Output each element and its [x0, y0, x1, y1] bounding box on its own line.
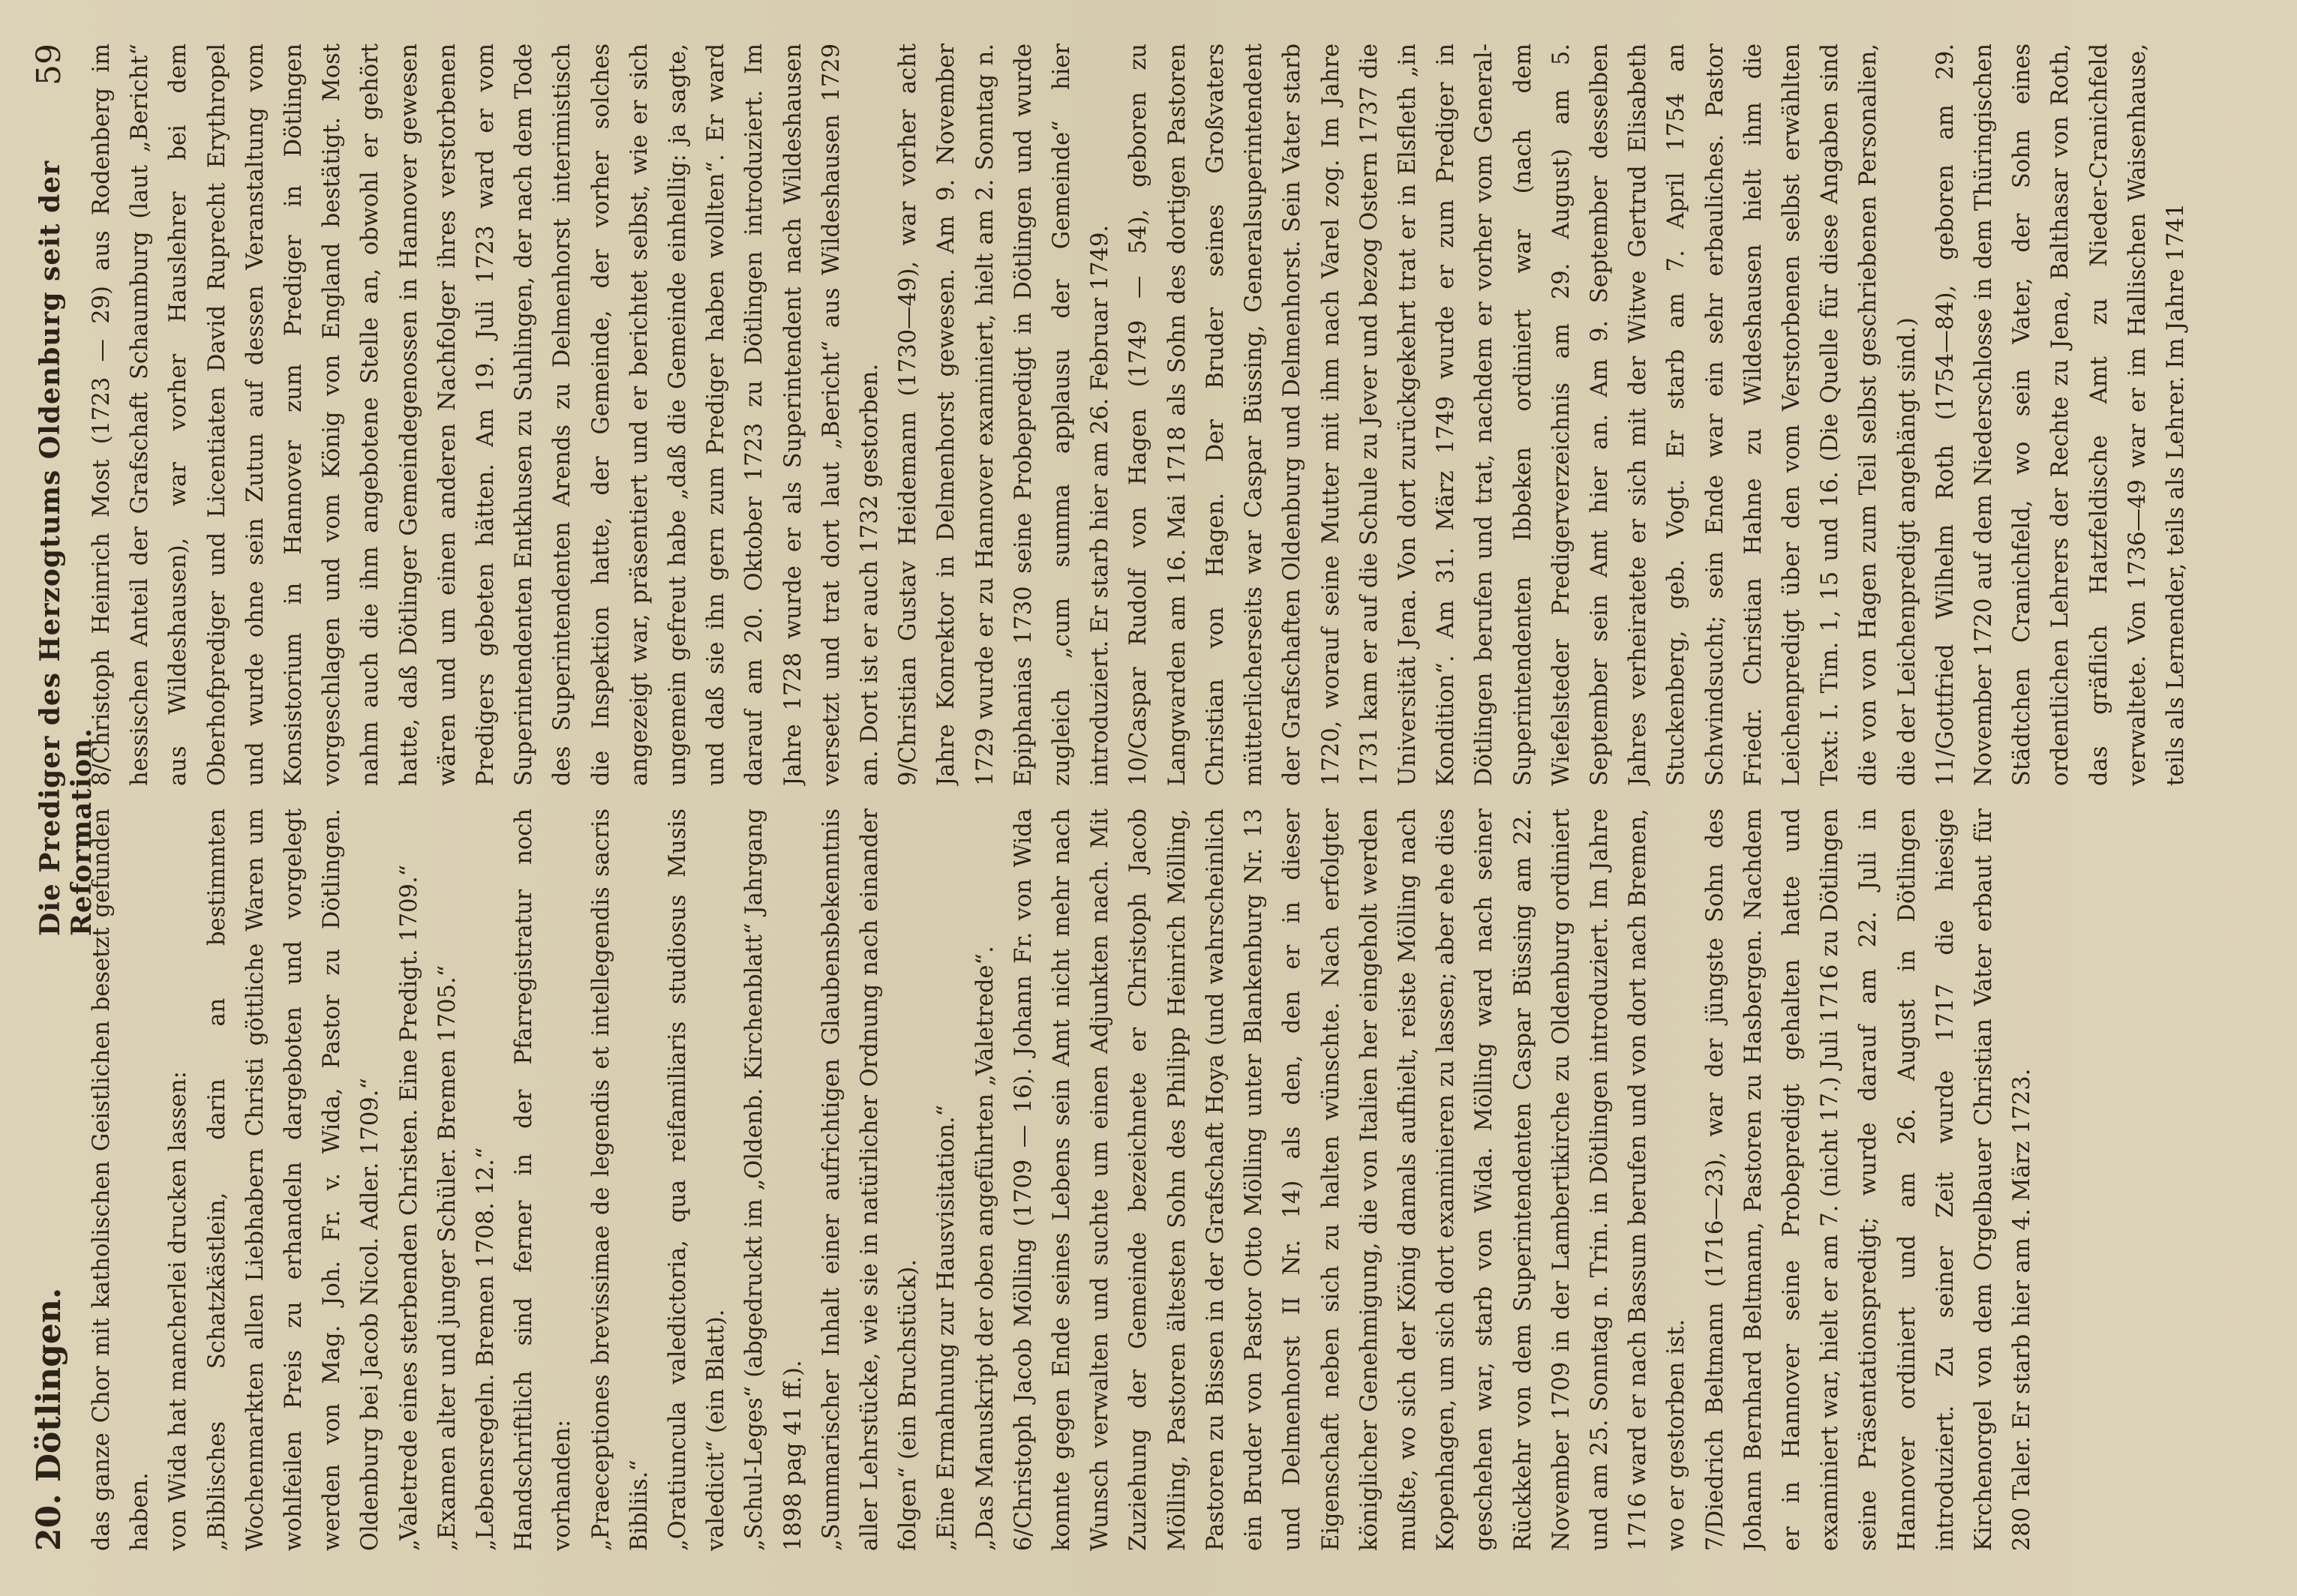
paragraph: „Praeceptiones brevissimae de legendis et intellegendis sacris Bibliis.“ — [587, 808, 653, 1551]
paragraph: „Lebensregeln. Bremen 1708. 12.“ — [473, 1147, 500, 1551]
paragraph: „Valetrede eines sterbenden Christen. Eine Predigt. 1709.“ — [395, 864, 422, 1551]
paragraph: „Biblisches Schatzkästlein, darin an bestimmten Wochenmarkten allen Liebhabern Christi göttliche Waren um wohlfeilen Preis zu erhandeln dargeboten und vorgelegt werden von Mag. Joh. Fr. v. Wida, Pastor zu Dötlingen. Oldenburg bei Jacob Nicol. Adler. 1709.“ — [203, 808, 384, 1551]
running-header — [23, 44, 98, 1551]
paragraph: „Examen alter und junger Schüler. Bremen 1705.“ — [434, 964, 461, 1551]
running-title: Die Prediger des Herzogtums Oldenburg seit der Reformation. — [35, 160, 98, 936]
paragraph: das ganze Chor mit katholischen Geistlichen besetzt gefunden haben. — [89, 808, 154, 1551]
paragraph: „Summarischer Inhalt einer aufrichtigen Glaubensbekenntnis aller Lehrstücke, wie sie in natürlicher Ordnung nach einander folgen“ (ein Bruchstück). — [818, 808, 922, 1551]
section-heading: 20. Dötlingen. — [30, 1287, 68, 1551]
paragraph: Handschriftlich sind ferner in der Pfarregistratur noch vorhanden: — [511, 808, 576, 1551]
paragraph: 7/Diedrich Beltmann (1716—23), war der jüngste Sohn des Johann Bernhard Beltmann, Pastoren zu Hasbergen. Nachdem er in Hannover seine Probepredigt gehalten hatte und examiniert war, hielt er am 7. (nicht 17.) Juli 1716 zu Dötlingen seine Präsentationspredigt; wurde darauf am 22. Juli in Hannover ordiniert und am 26. August in Dötlingen introduziert. Zu seiner Zeit wurde 1717 die hiesige Kirchenorgel von dem Orgelbauer Christian Vater erbaut für 280 Taler. Er starb hier am 4. März 1723. — [1701, 808, 2036, 1551]
paragraph: „Oratiuncula valedictoria, qua reifamiliaris studiosus Musis valedicit“ (ein Blatt). — [665, 808, 730, 1551]
paragraph: „Das Manuskript der oben angeführten „Valetrede“. — [971, 946, 998, 1551]
text-column-right — [83, 44, 2280, 786]
text-column-left — [83, 808, 2280, 1551]
paragraph: 9/Christian Gustav Heidemann (1730—49), war vorher acht Jahre Konrektor in Delmenhorst gewesen. Am 9. November 1729 wurde er zu Hannover examiniert, hielt am 2. Sonntag n. Epiphanias 1730 seine Probepredigt in Dötlingen und wurde zugleich „cum summa applausu der Gemeinde“ hier introduziert. Er starb hier am 26. Februar 1749. — [895, 44, 1114, 786]
paragraph: „Schul-Leges“ (abgedruckt im „Oldenb. Kirchenblatt“ Jahrgang 1898 pag 41 ff.). — [741, 808, 806, 1551]
page-number: 59 — [30, 44, 68, 86]
paragraph: 10/Caspar Rudolf von Hagen (1749 — 54), geboren zu Langwarden am 16. Mai 1718 als Sohn des dortigen Pastoren Christian von Hagen. Der Bruder seines Großvaters mütterlicherseits war Caspar Büssing, Generalsuperintendent der Grafschaften Oldenburg und Delmenhorst. Sein Vater starb 1720, worauf seine Mutter mit ihm nach Varel zog. Im Jahre 1731 kam er auf die Schule zu Jever und bezog Ostern 1737 die Universität Jena. Von dort zurückgekehrt trat er in Elsfleth „in Kondition“. Am 31. März 1749 wurde er zum Prediger in Dötlingen berufen und trat, nachdem er vorher vom General-Superintendenten Ibbeken ordiniert war (nach dem Wiefelsteder Predigerverzeichnis am 29. August) am 5. September sein Amt hier an. Am 9. September desselben Jahres verheiratete er sich mit der Witwe Gertrud Elisabeth Stuckenberg, geb. Vogt. Er starb am 7. April 1754 an Schwindsucht; sein Ende war ein sehr erbauliches. Pastor Friedr. Christian Hahne zu Wildeshausen hielt ihm die Leichenpredigt über den vom Verstorbenen selbst erwählten Text: I. Tim. 1, 15 und 16. (Die Quelle für diese Angaben sind die von von Hagen zum Teil selbst geschriebenen Personalien, die der Leichenpredigt angehängt sind.) — [1125, 44, 1920, 786]
paragraph: 11/Gottfried Wilhelm Roth (1754—84), geboren am 29. November 1720 auf dem Niederschlosse in dem Thüringischen Städtchen Cranichfeld, wo sein Vater, der Sohn eines ordentlichen Lehrers der Rechte zu Jena, Balthasar von Roth, das gräflich Hatzfeldische Amt zu Nieder-Cranichfeld verwaltete. Von 1736—49 war er im Hallischen Waisenhause, teils als Lernender, teils als Lehrer. Im Jahre 1741 — [1932, 44, 2189, 786]
paragraph: 6/Christoph Jacob Mölling (1709 — 16). Johann Fr. von Wida konnte gegen Ende seines Lebens sein Amt nicht mehr nach Wunsch verwalten und suchte um einen Adjunkten nach. Mit Zuziehung der Gemeinde bezeichnete er Christoph Jacob Mölling, Pastoren ältesten Sohn des Philipp Heinrich Mölling, Pastoren zu Bissen in der Grafschaft Hoya (und wahrscheinlich ein Bruder von Pastor Otto Mölling unter Blankenburg Nr. 13 und Delmenhorst II Nr. 14) als den, den er in dieser Eigenschaft neben sich zu halten wünschte. Nach erfolgter königlicher Genehmigung, die von Italien her eingeholt werden mußte, wo sich der König damals aufhielt, reiste Mölling nach Kopenhagen, um sich dort examinieren zu lassen; aber ehe dies geschehen war, starb von Wida. Mölling ward nach seiner Rückkehr von dem Superintendenten Caspar Büssing am 22. November 1709 in der Lambertikirche zu Oldenburg ordiniert und am 25. Sonntag n. Trin. in Dötlingen introduziert. Im Jahre 1716 ward er nach Bassum berufen und von dort nach Bremen, wo er gestorben ist. — [1010, 808, 1690, 1551]
paragraph: „Eine Ermahnung zur Hausvisitation.“ — [933, 1104, 960, 1551]
paragraph: von Wida hat mancherlei drucken lassen: — [165, 1071, 192, 1551]
paragraph: 8/Christoph Heinrich Most (1723 — 29) aus Rodenberg im hessischen Anteil der Grafschaft Schaumburg (laut „Bericht“ aus Wildeshausen), war vorher Hauslehrer bei dem Oberhofprediger und Licentiaten David Ruprecht Erythropel und wurde ohne sein Zutun auf dessen Veranstaltung vom Konsistorium in Hannover zum Prediger in Dötlingen vorgeschlagen und vom König von England bestätigt. Most nahm auch die ihm angebotene Stelle an, obwohl er gehört hatte, daß Dötlinger Gemeindegenossen in Hannover gewesen wären und um einen anderen Nachfolger ihres verstorbenen Predigers gebeten hätten. Am 19. Juli 1723 ward er vom Superintendenten Entkhusen zu Suhlingen, der nach dem Tode des Superintendenten Arends zu Delmenhorst interimistisch die Inspektion hatte, der Gemeinde, der vorher solches angezeigt war, präsentiert und er berichtet selbst, wie er sich ungemein gefreut habe „daß die Gemeinde einhellig: ja sagte, und daß sie ihn gern zum Prediger haben wollten“. Er ward darauf am 20. Oktober 1723 zu Dötlingen introduziert. Im Jahre 1728 wurde er als Superintendent nach Wildeshausen versetzt und trat dort laut „Bericht“ aus Wildeshausen 1729 an. Dort ist er auch 1732 gestorben. — [89, 44, 884, 786]
